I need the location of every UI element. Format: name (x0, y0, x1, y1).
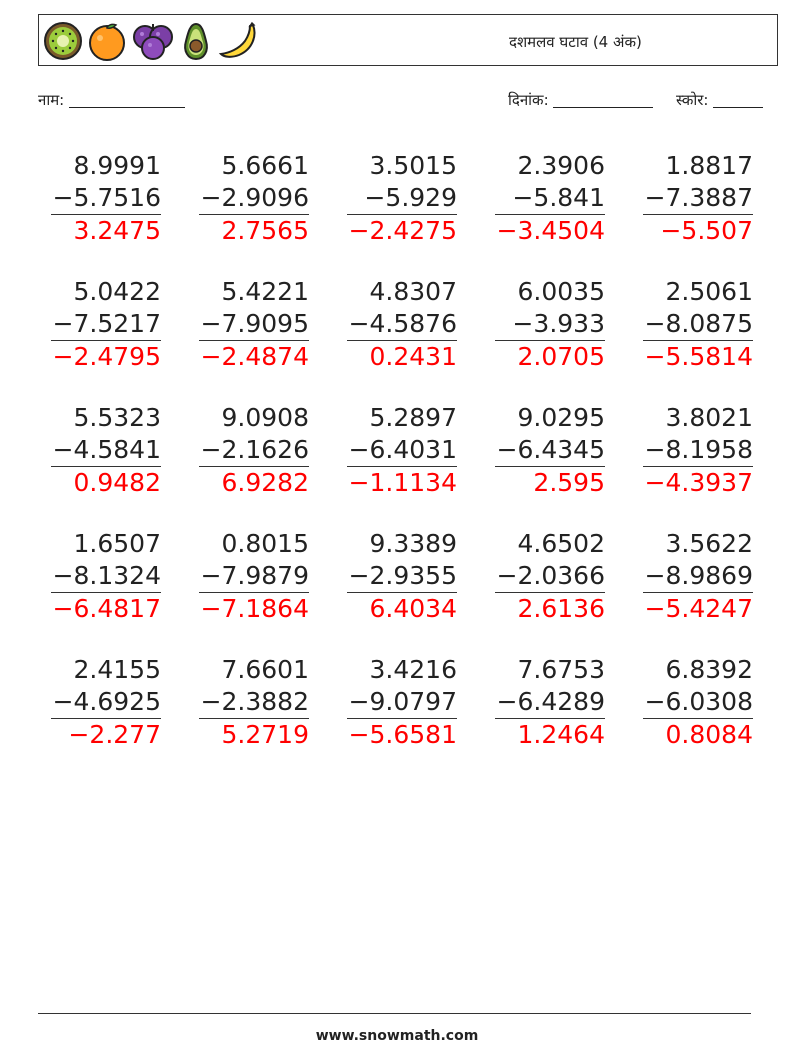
answer: −6.4817 (52, 594, 161, 623)
problem (347, 654, 457, 751)
problem (199, 276, 309, 373)
minuend: 3.4216 (369, 655, 457, 684)
minuend: 3.8021 (665, 403, 753, 432)
problem (51, 276, 161, 373)
problem (347, 402, 457, 499)
footer-website[interactable]: www.snowmath.com (315, 1028, 479, 1044)
score-label: स्कोर: (676, 91, 709, 109)
minuend: 1.6507 (73, 529, 161, 558)
answer: 2.7565 (221, 216, 309, 245)
plum-icon (131, 21, 175, 61)
subtrahend: −6.4289 (495, 686, 605, 719)
answer: 2.6136 (517, 594, 605, 623)
orange-icon (87, 21, 127, 61)
problem (643, 654, 753, 751)
fruit-icons (43, 19, 261, 63)
minuend: 8.9991 (73, 151, 161, 180)
minuend: 3.5622 (665, 529, 753, 558)
date-label: दिनांक: (508, 91, 549, 109)
subtrahend: −2.3882 (199, 686, 309, 719)
subtrahend: −8.9869 (643, 560, 753, 593)
minuend: 2.4155 (73, 655, 161, 684)
subtrahend: −8.1958 (643, 434, 753, 467)
score-blank[interactable] (713, 91, 763, 108)
answer: −5.4247 (644, 594, 753, 623)
problem (643, 276, 753, 373)
problem (495, 402, 605, 499)
subtrahend: −5.841 (495, 182, 605, 215)
answer: −5.5814 (644, 342, 753, 371)
answer: 5.2719 (221, 720, 309, 749)
subtrahend: −6.4345 (495, 434, 605, 467)
minuend: 2.5061 (665, 277, 753, 306)
problem (199, 402, 309, 499)
subtrahend: −6.4031 (347, 434, 457, 467)
header-box (38, 14, 778, 66)
subtrahend: −5.929 (347, 182, 457, 215)
subtrahend: −6.0308 (643, 686, 753, 719)
score-field (676, 90, 763, 110)
answer: −5.6581 (348, 720, 457, 749)
minuend: 0.8015 (221, 529, 309, 558)
minuend: 1.8817 (665, 151, 753, 180)
subtrahend: −8.1324 (51, 560, 161, 593)
footer-divider (38, 1013, 751, 1014)
minuend: 5.2897 (369, 403, 457, 432)
answer: −7.1864 (200, 594, 309, 623)
problem (643, 150, 753, 247)
subtrahend: −7.9879 (199, 560, 309, 593)
problem (199, 528, 309, 625)
subtrahend: −9.0797 (347, 686, 457, 719)
answer: 0.9482 (73, 468, 161, 497)
problem (199, 150, 309, 247)
problem (347, 528, 457, 625)
problem (51, 150, 161, 247)
page-title: दशमलव घटाव (4 अंक) (509, 33, 642, 51)
problem (495, 276, 605, 373)
problem (643, 402, 753, 499)
answer: 2.595 (533, 468, 605, 497)
minuend: 7.6601 (221, 655, 309, 684)
answer: −3.4504 (496, 216, 605, 245)
minuend: 4.6502 (517, 529, 605, 558)
answer: −2.4874 (200, 342, 309, 371)
subtrahend: −2.9355 (347, 560, 457, 593)
minuend: 5.5323 (73, 403, 161, 432)
answer: 0.8084 (665, 720, 753, 749)
answer: −5.507 (660, 216, 753, 245)
subtrahend: −2.9096 (199, 182, 309, 215)
subtrahend: −7.3887 (643, 182, 753, 215)
kiwi-icon (43, 21, 83, 61)
answer: −2.4795 (52, 342, 161, 371)
answer: 2.0705 (517, 342, 605, 371)
answer: 0.2431 (369, 342, 457, 371)
minuend: 3.5015 (369, 151, 457, 180)
answer: −4.3937 (644, 468, 753, 497)
answer: 3.2475 (73, 216, 161, 245)
minuend: 2.3906 (517, 151, 605, 180)
minuend: 5.4221 (221, 277, 309, 306)
name-blank[interactable] (69, 91, 185, 108)
problem (51, 528, 161, 625)
date-blank[interactable] (553, 91, 653, 108)
minuend: 5.0422 (73, 277, 161, 306)
answer: 6.4034 (369, 594, 457, 623)
problem (347, 276, 457, 373)
subtrahend: −2.0366 (495, 560, 605, 593)
minuend: 7.6753 (517, 655, 605, 684)
problem (347, 150, 457, 247)
subtrahend: −7.9095 (199, 308, 309, 341)
minuend: 6.0035 (517, 277, 605, 306)
avocado-icon (179, 21, 213, 61)
answer: −1.1134 (348, 468, 457, 497)
answer: 6.9282 (221, 468, 309, 497)
problem (495, 654, 605, 751)
problem (51, 654, 161, 751)
banana-icon (217, 21, 261, 61)
minuend: 9.0908 (221, 403, 309, 432)
problem (643, 528, 753, 625)
minuend: 6.8392 (665, 655, 753, 684)
subtrahend: −8.0875 (643, 308, 753, 341)
minuend: 9.3389 (369, 529, 457, 558)
minuend: 9.0295 (517, 403, 605, 432)
problem (495, 150, 605, 247)
name-label: नाम: (38, 91, 65, 109)
problem (495, 528, 605, 625)
answer: 1.2464 (517, 720, 605, 749)
subtrahend: −5.7516 (51, 182, 161, 215)
minuend: 5.6661 (221, 151, 309, 180)
subtrahend: −3.933 (495, 308, 605, 341)
problem (199, 654, 309, 751)
date-field (508, 90, 653, 110)
subtrahend: −7.5217 (51, 308, 161, 341)
subtrahend: −4.6925 (51, 686, 161, 719)
subtrahend: −4.5841 (51, 434, 161, 467)
problem (51, 402, 161, 499)
subtrahend: −2.1626 (199, 434, 309, 467)
name-field (38, 90, 185, 110)
answer: −2.4275 (348, 216, 457, 245)
answer: −2.277 (68, 720, 161, 749)
subtrahend: −4.5876 (347, 308, 457, 341)
minuend: 4.8307 (369, 277, 457, 306)
